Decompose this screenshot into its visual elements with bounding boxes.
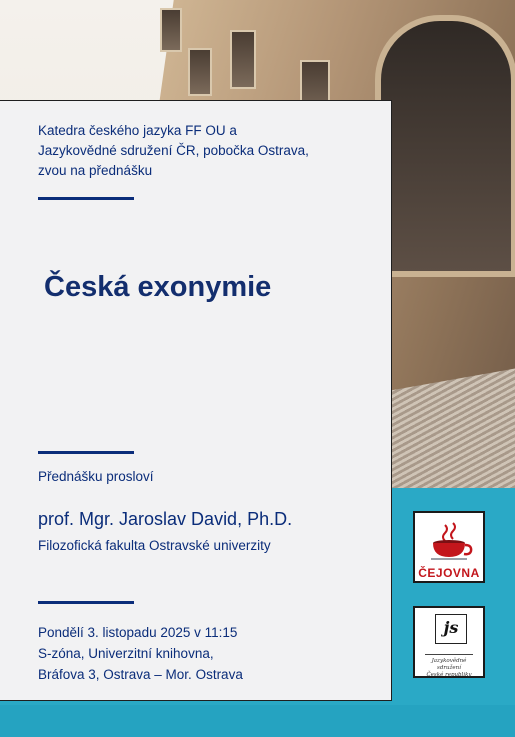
js-mark: js: [435, 614, 467, 644]
event-date: Pondělí 3. listopadu 2025 v 11:15: [38, 625, 238, 640]
event-venue: S-zóna, Univerzitní knihovna,: [38, 646, 214, 661]
js-caption-line: České republiky: [426, 672, 472, 678]
divider: [425, 654, 473, 655]
js-caption: [419, 658, 479, 679]
lecture-title: Česká exonymie: [44, 271, 272, 303]
intro-line: Jazykovědné sdružení ČR, pobočka Ostrava,: [38, 143, 309, 158]
teacup-icon: [429, 521, 473, 561]
js-logo: [413, 606, 485, 678]
teal-footer: [0, 705, 515, 737]
speaker-affiliation: Filozofická fakulta Ostravské univerzity: [38, 538, 271, 553]
cejovna-logo: [413, 511, 485, 583]
speaker-label: Přednášku prosloví: [38, 469, 154, 484]
intro-text: [38, 121, 309, 181]
window: [230, 30, 256, 89]
arched-window: [375, 15, 515, 277]
speaker-name: prof. Mgr. Jaroslav David, Ph.D.: [38, 509, 293, 529]
window: [160, 8, 182, 52]
intro-line: zvou na přednášku: [38, 163, 153, 178]
cejovna-label: ČEJOVNA: [418, 566, 480, 580]
event-address: Bráfova 3, Ostrava – Mor. Ostrava: [38, 667, 243, 682]
js-caption-line: Jazykovědné sdružení: [431, 658, 467, 671]
content-panel: [0, 100, 392, 701]
intro-line: Katedra českého jazyka FF OU a: [38, 123, 237, 138]
event-details: [38, 622, 243, 685]
divider: [38, 197, 134, 200]
divider: [38, 601, 134, 604]
window: [188, 48, 212, 96]
divider: [38, 451, 134, 454]
